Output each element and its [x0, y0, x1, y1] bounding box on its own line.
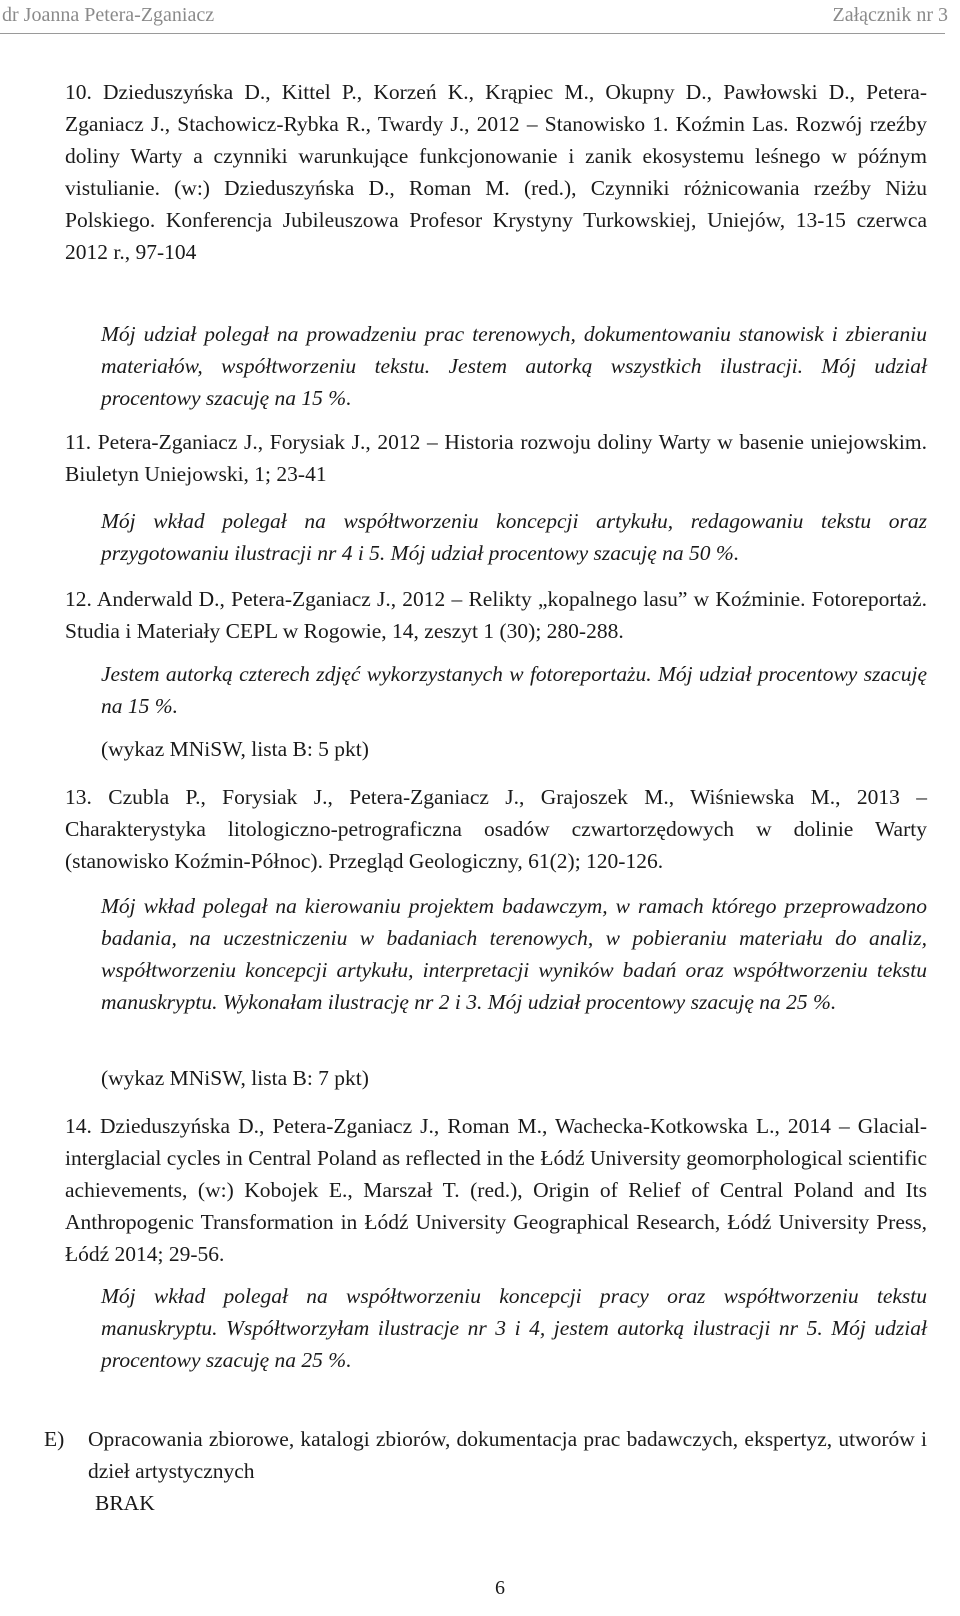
entry-citation: Dzieduszyńska D., Petera-Zganiacz J., Roman M., Wachecka-Kotkowska L., 2014 – Glacial-interglacial cycles in Central Poland as reflected in the Łódź University geomorphological scientific achievements, (w:) Kobojek E., Marszał T. (red.), Origin of Relief of Central Poland and Its Anthropogenic Transformation in Łódź University Geographical Research, Łódź University Press, Łódź 2014; 29-56. [65, 1114, 928, 1266]
entry-number: 10. [65, 80, 92, 104]
entry-citation: Czubla P., Forysiak J., Petera-Zganiacz J., Grajoszek M., Wiśniewska M., 2013 – Charakterystyka litologiczno-petrograficzna osadów czwartorzędowych w dolinie Warty (stanowisko Koźmin-Północ). Przegląd Geologiczny, 61(2); 120-126. [65, 785, 927, 873]
publication-entry [65, 426, 927, 490]
section-letter: E) [44, 1427, 65, 1451]
publication-entry [65, 583, 927, 647]
entry-citation: Petera-Zganiacz J., Forysiak J., 2012 – Historia rozwoju doliny Warty w basenie uniejowskim. Biuletyn Uniejowski, 1; 23-41 [65, 430, 927, 486]
section-title: Opracowania zbiorowe, katalogi zbiorów, dokumentacja prac badawczych, ekspertyz, utworów i dzieł artystycznych [88, 1427, 927, 1483]
header-attachment: Załącznik nr 3 [832, 4, 948, 26]
page-number: 6 [495, 1577, 505, 1599]
header-author: dr Joanna Petera-Zganiacz [2, 4, 215, 26]
entry-citation: Dzieduszyńska D., Kittel P., Korzeń K., Krąpiec M., Okupny D., Pawłowski D., Petera-Zganiacz J., Stachowicz-Rybka R., Twardy J., 2012 – Stanowisko 1. Koźmin Las. Rozwój rzeźby doliny Warty a czynniki warunkujące funkcjonowanie i zanik ekosystemu leśnego w późnym vistulianie. (w:) Dzieduszyńska D., Roman M. (red.), Czynniki różnicowania rzeźby Niżu Polskiego. Konferencja Jubileuszowa Profesor Krystyny Turkowskiej, Uniejów, 13-15 czerwca 2012 r., 97-104 [65, 80, 928, 264]
entry-citation: Anderwald D., Petera-Zganiacz J., 2012 – Relikty „kopalnego lasu” w Koźminie. Fotoreportaż. Studia i Materiały CEPL w Rogowie, 14, zeszyt 1 (30); 280-288. [65, 587, 927, 643]
contribution-note: Mój wkład polegał na współtworzeniu koncepcji artykułu, redagowaniu tekstu oraz przygotowaniu ilustracji nr 4 i 5. Mój udział procentowy szacuję na 50 %. [101, 509, 927, 565]
publication-entry [65, 76, 927, 268]
publication-entry [65, 781, 927, 877]
contribution-note: Mój wkład polegał na współtworzeniu koncepcji pracy oraz współtworzeniu tekstu manuskryptu. Współtworzyłam ilustracje nr 3 i 4, jestem autorką ilustracji nr 5. Mój udział procentowy szacuję na 25 %. [101, 1284, 927, 1372]
contribution-note: Mój wkład polegał na kierowaniu projektem badawczym, w ramach którego przeprowadzono badania, na uczestniczeniu w badaniach terenowych, w pobieraniu materiału do analiz, współtworzeniu koncepcji artykułu, interpretacji wyników badań oraz współtworzeniu tekstu manuskryptu. Wykonałam ilustrację nr 2 i 3. Mój udział procentowy szacuję na 25 %. [101, 894, 927, 1014]
ranking-note: (wykaz MNiSW, lista B: 5 pkt) [101, 737, 369, 761]
contribution-note: Jestem autorką czterech zdjęć wykorzystanych w fotoreportażu. Mój udział procentowy szacuję na 15 %. [101, 662, 927, 718]
ranking-note: (wykaz MNiSW, lista B: 7 pkt) [101, 1066, 369, 1090]
contribution-note: Mój udział polegał na prowadzeniu prac terenowych, dokumentowaniu stanowisk i zbieraniu materiałów, współtworzeniu tekstu. Jestem autorką wszystkich ilustracji. Mój udział procentowy szacuję na 15 %. [101, 322, 927, 410]
entry-number: 13. [65, 785, 92, 809]
entry-number: 14. [65, 1114, 92, 1138]
header-divider [0, 33, 945, 34]
entry-number: 12. [65, 587, 92, 611]
section-content: BRAK [95, 1491, 155, 1515]
entry-number: 11. [65, 430, 92, 454]
publication-entry [65, 1110, 927, 1270]
